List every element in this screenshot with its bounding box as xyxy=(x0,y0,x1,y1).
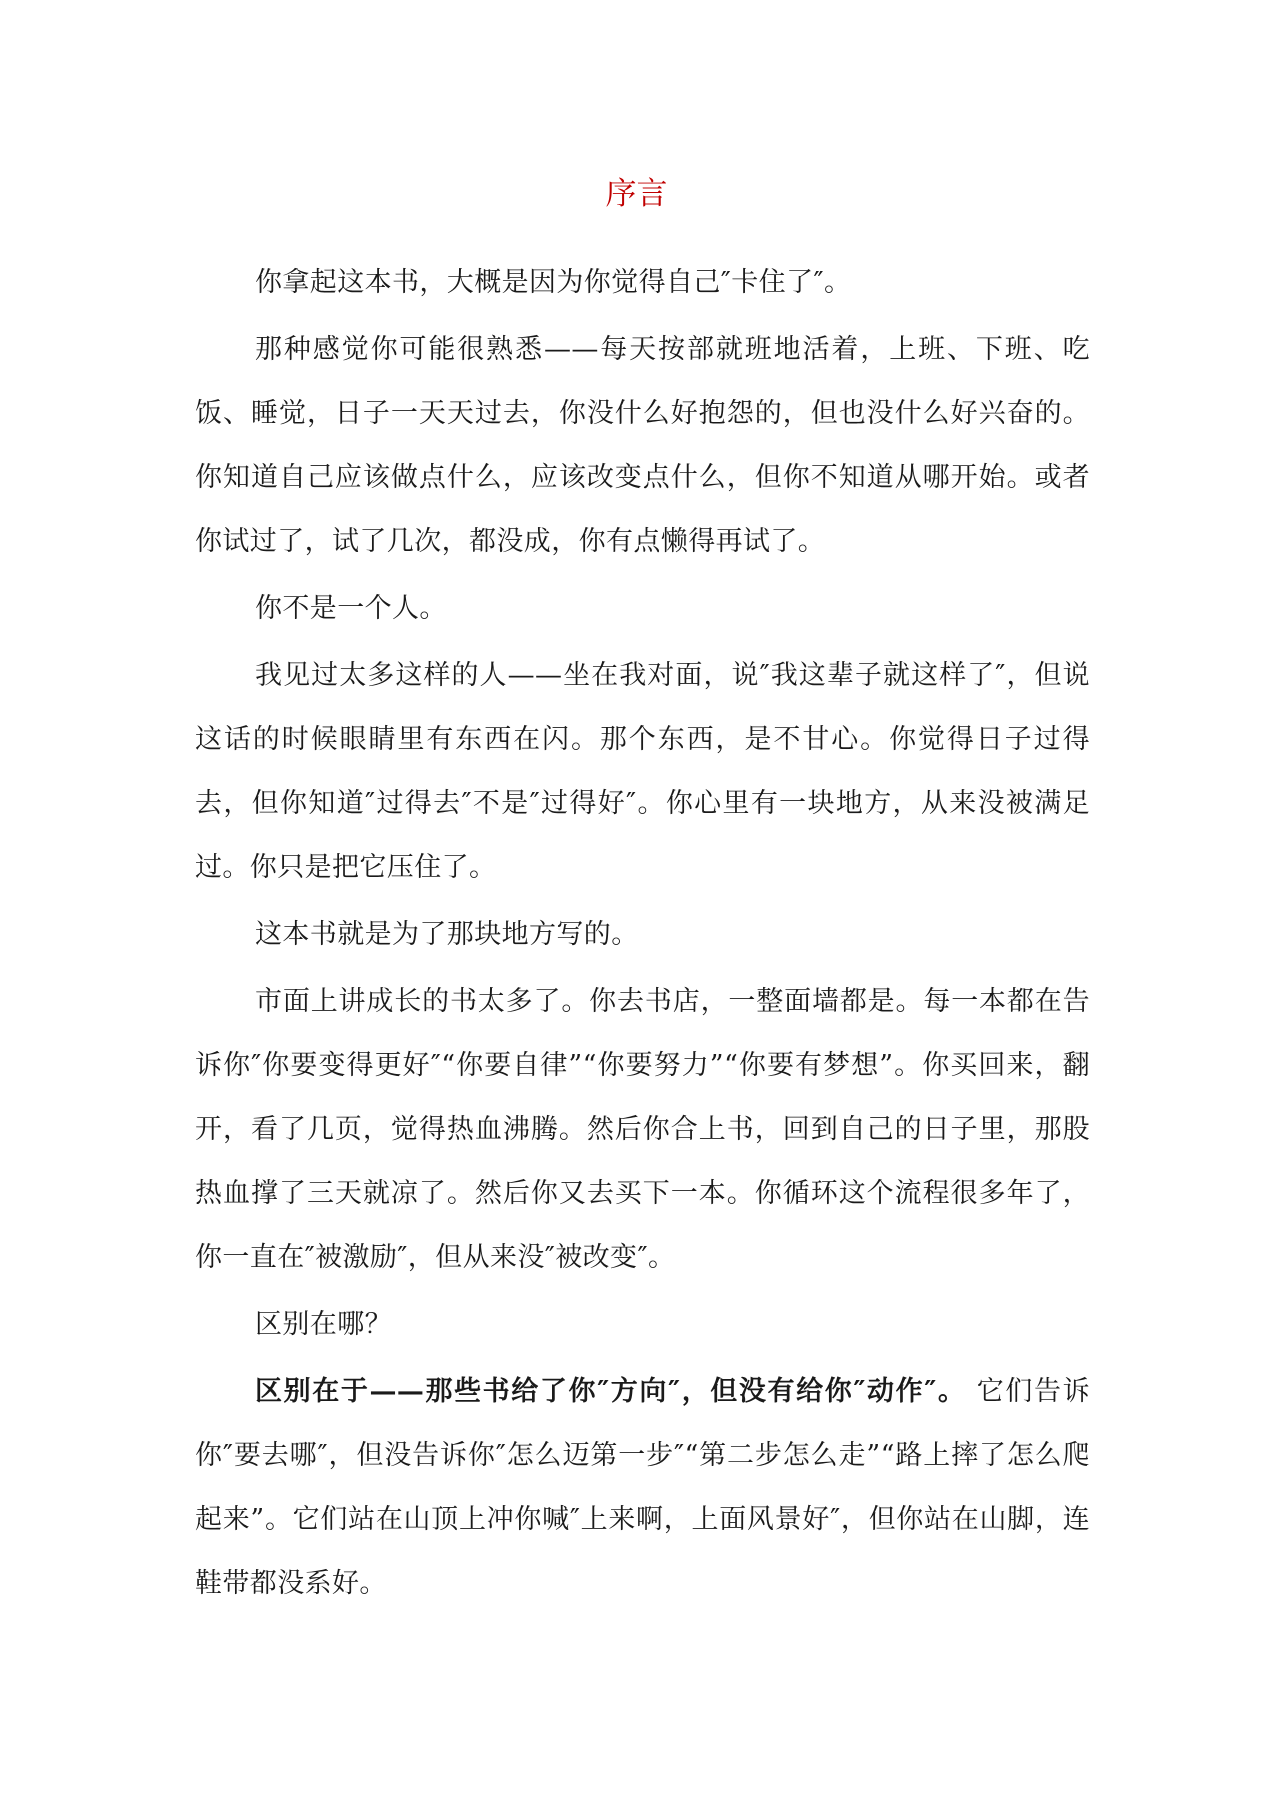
paragraph-6: 市面上讲成长的书太多了。你去书店，一整面墙都是。每一本都在告诉你″你要变得更好″“你要自律”“你要努力”“你要有梦想”。你买回来，翻开，看了几页，觉得热血沸腾。然后你合上书，回到自己的日子里，那股热血撑了三天就凉了。然后你又去买下一本。你循环这个流程很多年了，你一直在″被激励″，但从来没″被改变″。 xyxy=(195,986,1090,1273)
paragraph-8-text: 它们告诉你″要去哪″，但没告诉你″怎么迈第一步″“第二步怎么走”“路上摔了怎么爬起来”。它们站在山顶上冲你喊″上来啊，上面风景好″，但你站在山脚，连鞋带都没系好。 xyxy=(195,1376,1090,1599)
paragraph-4: 我见过太多这样的人——坐在我对面，说″我这辈子就这样了″，但说这话的时候眼睛里有东西在闪。那个东西，是不甘心。你觉得日子过得去，但你知道″过得去″不是″过得好″。你心里有一块地方，从来没被满足过。你只是把它压住了。 xyxy=(195,660,1090,883)
document-body xyxy=(195,251,1090,1619)
paragraph-1: 你拿起这本书，大概是因为你觉得自己″卡住了″。 xyxy=(255,267,852,298)
paragraph-8-bold-lead: 区别在于——那些书给了你″方向″，但没有给你″动作″。 xyxy=(255,1376,967,1407)
paragraph-2: 那种感觉你可能很熟悉——每天按部就班地活着，上班、下班、吃饭、睡觉，日子一天天过去，你没什么好抱怨的，但也没什么好兴奋的。你知道自己应该做点什么，应该改变点什么，但你不知道从哪开始。或者你试过了，试了几次，都没成，你有点懒得再试了。 xyxy=(195,334,1090,557)
paragraph-8 xyxy=(195,1360,1090,1616)
paragraph-7: 区别在哪？ xyxy=(255,1309,392,1340)
page-title: 序言 xyxy=(605,176,668,212)
paragraph-3: 你不是一个人。 xyxy=(255,593,447,624)
paragraph-5: 这本书就是为了那块地方写的。 xyxy=(255,919,639,950)
